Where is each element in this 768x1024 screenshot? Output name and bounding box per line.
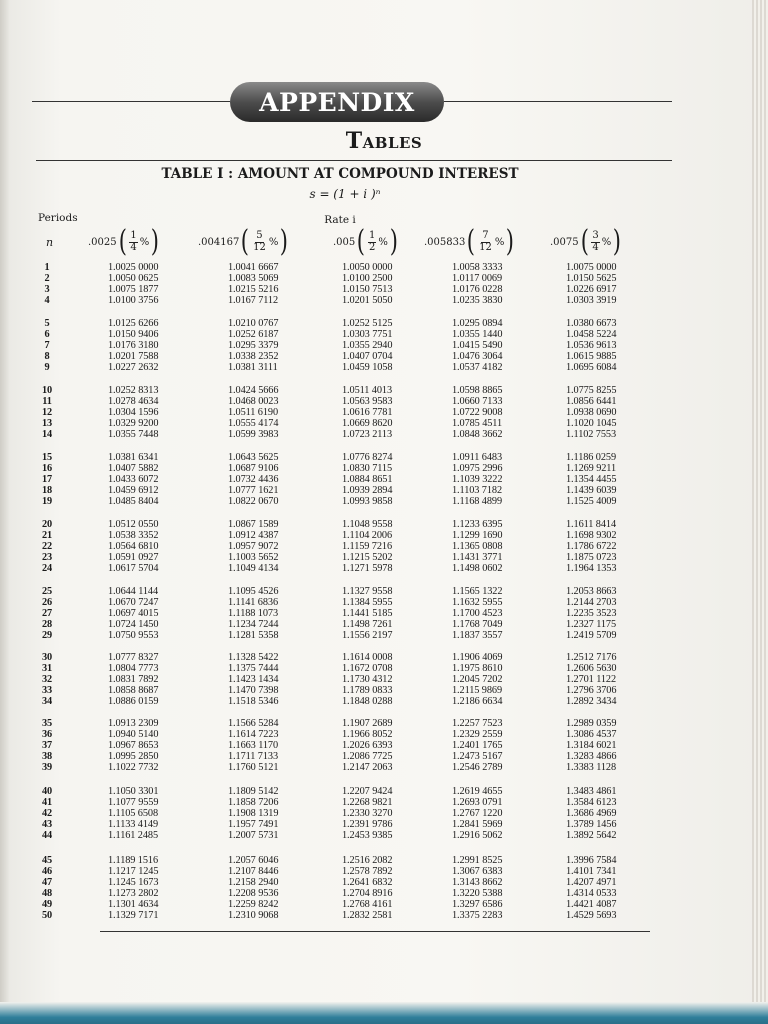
fraction-numerator: 1 — [130, 230, 137, 241]
table-cell-group: 1.1233 6395 1.1299 1690 1.1365 0808 1.1431 3771 1.1498 0602 — [452, 519, 503, 574]
fraction-numerator: 1 — [368, 230, 376, 241]
table-cell-group: 1.1327 9558 1.1384 5955 1.1441 5185 1.1498 7261 1.1556 2197 — [342, 586, 393, 641]
rate-value: .005833 — [424, 236, 466, 248]
table-cell-group: 1.1328 5422 1.1375 7444 1.1423 1434 1.1470 7398 1.1518 5346 — [228, 652, 279, 707]
paren-left: ( — [357, 224, 366, 259]
paren-right: ) — [613, 224, 622, 259]
page-title: Tables — [345, 128, 423, 154]
paren-left: ( — [467, 224, 476, 259]
table-cell-group: 1.1186 0259 1.1269 9211 1.1354 4455 1.1439 6039 1.1525 4009 — [566, 452, 617, 507]
table-cell-group: 1.0210 0767 1.0252 6187 1.0295 3379 1.0338 2352 1.0381 3111 — [228, 318, 279, 373]
fraction-denominator: 12 — [479, 241, 492, 253]
table-cell-group: 1.1907 2689 1.1966 8052 1.2026 6393 1.2086 7725 1.2147 2063 — [342, 718, 393, 773]
table-cell-group: 1.2991 8525 1.3067 6383 1.3143 8662 1.3220 5388 1.3297 6586 1.3375 2283 — [452, 855, 503, 921]
period-numbers: 5 6 7 8 9 — [44, 318, 50, 373]
period-numbers: 20 21 22 23 24 — [41, 519, 53, 574]
rate-fraction — [252, 231, 267, 253]
table-cell-group: 1.1614 0008 1.1672 0708 1.1730 4312 1.1789 0833 1.1848 0288 — [342, 652, 393, 707]
periods-label: Periods — [38, 212, 78, 224]
n-label: n — [46, 236, 54, 249]
appendix-banner: APPENDIX — [230, 82, 444, 122]
table-cell-group: 1.2989 0359 1.3086 4537 1.3184 6021 1.3283 4866 1.3383 1128 — [566, 718, 617, 773]
percent-sign: % — [601, 236, 612, 248]
table-cell-group: 1.0775 8255 1.0856 6441 1.0938 0690 1.1020 1045 1.1102 7553 — [566, 385, 617, 440]
rate-fraction — [368, 231, 376, 253]
table-cell-group: 1.3996 7584 1.4101 7341 1.4207 4971 1.4314 0533 1.4421 4087 1.4529 5693 — [566, 855, 617, 921]
table-cell-group: 1.0643 5625 1.0687 9106 1.0732 4436 1.0777 1621 1.0822 0670 — [228, 452, 279, 507]
paren-left: ( — [118, 224, 127, 259]
fraction-numerator: 3 — [592, 230, 599, 241]
column-header-3 — [333, 224, 400, 260]
rate-value: .005 — [333, 236, 356, 248]
column-header-5 — [550, 224, 623, 260]
table-cell-group: 1.0512 0550 1.0538 3352 1.0564 6810 1.0591 0927 1.0617 5704 — [108, 519, 159, 574]
column-header-2 — [198, 224, 290, 260]
period-numbers: 1 2 3 4 — [44, 262, 50, 306]
period-numbers: 40 41 42 43 44 — [41, 786, 53, 841]
period-numbers: 25 26 27 28 29 — [41, 586, 53, 641]
fraction-numerator: 5 — [256, 230, 263, 241]
table-cell-group: 1.0058 3333 1.0117 0069 1.0176 0228 1.0235 3830 — [452, 262, 503, 306]
rate-value: .004167 — [198, 236, 240, 248]
table-cell-group: 1.0424 5666 1.0468 0023 1.0511 6190 1.0555 4174 1.0599 3983 — [228, 385, 279, 440]
table-cell-group: 1.2207 9424 1.2268 9821 1.2330 3270 1.2391 9786 1.2453 9385 — [342, 786, 393, 841]
table-cell-group: 1.2516 2082 1.2578 7892 1.2641 6832 1.2704 8916 1.2768 4161 1.2832 2581 — [342, 855, 393, 921]
table-cell-group: 1.0381 6341 1.0407 5882 1.0433 6072 1.0459 6912 1.0485 8404 — [108, 452, 159, 507]
percent-sign: % — [494, 236, 505, 248]
table-cell-group: 1.0252 8313 1.0278 4634 1.0304 1596 1.0329 9200 1.0355 7448 — [108, 385, 159, 440]
fraction-denominator: 4 — [592, 241, 599, 253]
title-rule — [36, 160, 672, 161]
fraction-denominator: 2 — [368, 241, 376, 253]
period-numbers: 15 16 17 18 19 — [41, 452, 53, 507]
column-header-4 — [424, 224, 516, 260]
table-cell-group: 1.1189 1516 1.1217 1245 1.1245 1673 1.1273 2802 1.1301 4634 1.1329 7171 — [108, 855, 159, 921]
paren-right: ) — [389, 224, 398, 259]
table-cell-group: 1.1611 8414 1.1698 9302 1.1786 6722 1.1875 0723 1.1964 1353 — [566, 519, 617, 574]
rate-value: .0075 — [550, 236, 579, 248]
fraction-numerator: 7 — [482, 230, 489, 241]
table-cell-group: 1.0913 2309 1.0940 5140 1.0967 8653 1.0995 2850 1.1022 7732 — [108, 718, 159, 773]
banner-rule-left — [32, 101, 230, 102]
table-cell-group: 1.2257 7523 1.2329 2559 1.2401 1765 1.2473 5167 1.2546 2789 — [452, 718, 503, 773]
formula: s = (1 + i )ⁿ — [309, 187, 381, 201]
period-numbers: 35 36 37 38 39 — [41, 718, 53, 773]
table-cell-group: 1.0025 0000 1.0050 0625 1.0075 1877 1.0100 3756 — [108, 262, 159, 306]
percent-sign: % — [378, 236, 388, 248]
table-cell-group: 1.1809 5142 1.1858 7206 1.1908 1319 1.1957 7491 1.2007 5731 — [228, 786, 279, 841]
table-cell-group: 1.0125 6266 1.0150 9406 1.0176 3180 1.0201 7588 1.0227 2632 — [108, 318, 159, 373]
table-cell-group: 1.0041 6667 1.0083 5069 1.0215 5216 1.0167 7112 — [228, 262, 279, 306]
rate-value: .0025 — [88, 236, 117, 248]
table-cell-group: 1.0252 5125 1.0303 7751 1.0355 2940 1.0407 0704 1.0459 1058 — [342, 318, 393, 373]
rate-fraction — [591, 231, 599, 253]
column-header-1 — [88, 224, 161, 260]
table-cell-group: 1.0867 1589 1.0912 4387 1.0957 9072 1.1003 5652 1.1049 4134 — [228, 519, 279, 574]
period-numbers: 30 31 32 33 34 — [41, 652, 53, 707]
table-title: TABLE I : AMOUNT AT COMPOUND INTEREST — [161, 166, 519, 182]
table-cell-group: 1.0075 0000 1.0150 5625 1.0226 6917 1.0303 3919 — [566, 262, 617, 306]
table-cell-group: 1.1048 9558 1.1104 2006 1.1159 7216 1.1215 5202 1.1271 5978 — [342, 519, 393, 574]
table-cell-group: 1.0050 0000 1.0100 2500 1.0150 7513 1.0201 5050 — [342, 262, 393, 306]
table-cell-group: 1.2053 8663 1.2144 2703 1.2235 3523 1.2327 1175 1.2419 5709 — [566, 586, 617, 641]
table-cell-group: 1.0295 0894 1.0355 1440 1.0415 5490 1.0476 3064 1.0537 4182 — [452, 318, 503, 373]
table-cell-group: 1.0777 8327 1.0804 7773 1.0831 7892 1.0858 8687 1.0886 0159 — [108, 652, 159, 707]
table-cell-group: 1.1906 4069 1.1975 8610 1.2045 7202 1.2115 9869 1.2186 6634 — [452, 652, 503, 707]
table-cell-group: 1.2619 4655 1.2693 0791 1.2767 1220 1.2841 5969 1.2916 5062 — [452, 786, 503, 841]
fraction-denominator: 12 — [253, 241, 266, 253]
percent-sign: % — [268, 236, 279, 248]
fraction-denominator: 4 — [130, 241, 137, 253]
paren-right: ) — [280, 224, 289, 259]
table-cell-group: 1.2512 7176 1.2606 5630 1.2701 1122 1.2796 3706 1.2892 3434 — [566, 652, 617, 707]
percent-sign: % — [139, 236, 150, 248]
paren-right: ) — [151, 224, 160, 259]
period-numbers: 45 46 47 48 49 50 — [41, 855, 53, 921]
table-cell-group: 1.0911 6483 1.0975 2996 1.1039 3222 1.1103 7182 1.1168 4899 — [452, 452, 503, 507]
table-cell-group: 1.3483 4861 1.3584 6123 1.3686 4969 1.3789 1456 1.3892 5642 — [566, 786, 617, 841]
rate-fraction — [478, 231, 493, 253]
table-cell-group: 1.0598 8865 1.0660 7133 1.0722 9008 1.0785 4511 1.0848 3662 — [452, 385, 503, 440]
table-cell-group: 1.2057 6046 1.2107 8446 1.2158 2940 1.2208 9536 1.2259 8242 1.2310 9068 — [228, 855, 279, 921]
paren-left: ( — [580, 224, 589, 259]
table-cell-group: 1.0380 6673 1.0458 5224 1.0536 9613 1.0615 9885 1.0695 6084 — [566, 318, 617, 373]
table-cell-group: 1.0644 1144 1.0670 7247 1.0697 4015 1.0724 1450 1.0750 9553 — [108, 586, 159, 641]
table-cell-group: 1.0776 8274 1.0830 7115 1.0884 8651 1.0939 2894 1.0993 9858 — [342, 452, 393, 507]
table-cell-group: 1.1050 3301 1.1077 9559 1.1105 6508 1.1133 4149 1.1161 2485 — [108, 786, 159, 841]
bottom-rule — [100, 931, 650, 932]
rate-fraction — [129, 231, 137, 253]
table-cell-group: 1.1095 4526 1.1141 6836 1.1188 1073 1.1234 7244 1.1281 5358 — [228, 586, 279, 641]
table-cell-group: 1.1565 1322 1.1632 5955 1.1700 4523 1.1768 7049 1.1837 3557 — [452, 586, 503, 641]
rate-label: Rate i — [324, 214, 356, 226]
banner-rule-right — [444, 101, 672, 102]
period-numbers: 10 11 12 13 14 — [41, 385, 53, 440]
background-surface — [0, 1002, 768, 1024]
paren-right: ) — [506, 224, 515, 259]
table-cell-group: 1.0511 4013 1.0563 9583 1.0616 7781 1.0669 8620 1.0723 2113 — [342, 385, 393, 440]
paren-left: ( — [241, 224, 250, 259]
table-cell-group: 1.1566 5284 1.1614 7223 1.1663 1170 1.1711 7133 1.1760 5121 — [228, 718, 279, 773]
